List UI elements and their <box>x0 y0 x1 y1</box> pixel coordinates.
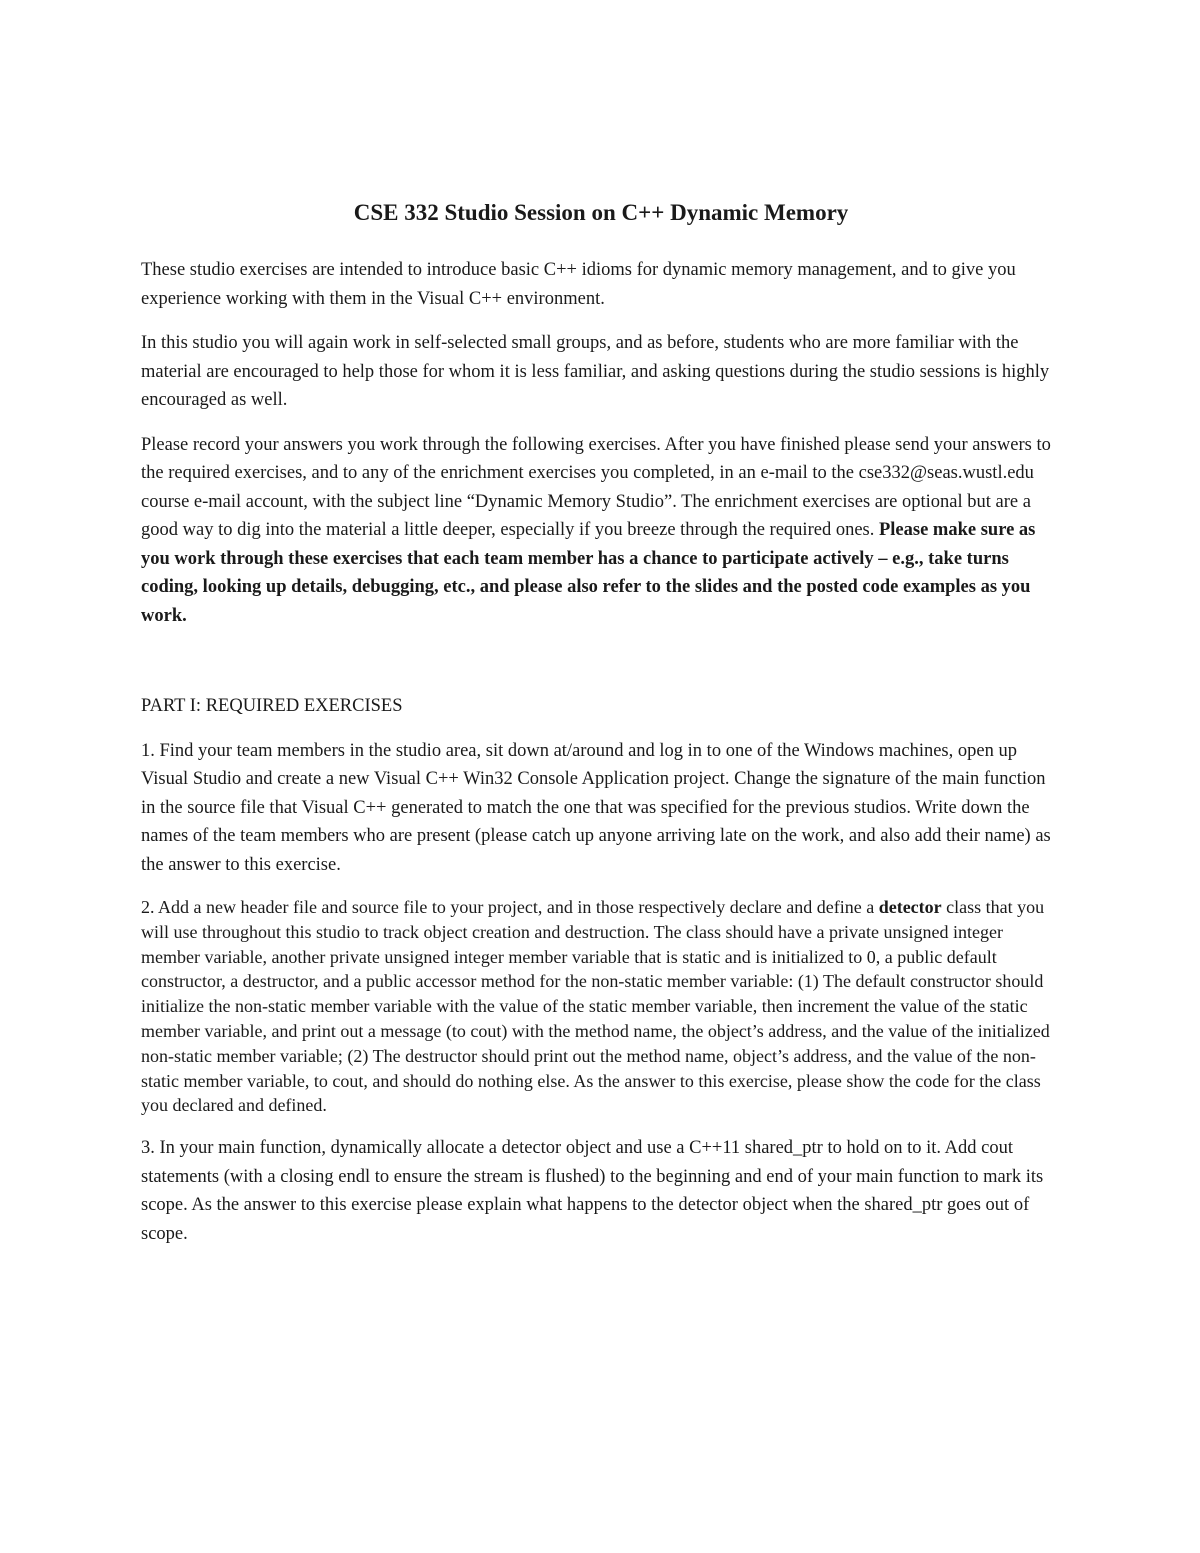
exercise-2-text-after: class that you will use throughout this studio to track object creation and destruction. The class should have a private unsigned integer member variable, another private unsigned integer member variable that is static and is initialized to 0, a public default constructor, a destructor, and a public accessor method for the non-static member variable: (1) The default constructor should initialize the non-static member variable with the value of the static member variable, then increment the value of the static member variable, and print out a message (to cout) with the method name, the object’s address, and the value of the initialized non-static member variable; (2) The destructor should print out the method name, object’s address, and the value of the non-static member variable, to cout, and should do nothing else. As the answer to this exercise, please show the code for the class you declared and defined. <box>141 897 1050 1116</box>
exercise-2 <box>141 895 1061 1118</box>
exercise-1: 1. Find your team members in the studio area, sit down at/around and log in to one of the Windows machines, open up Visual Studio and create a new Visual C++ Win32 Console Application project. Change the signature of the main function in the source file that Visual C++ generated to match the one that was specified for the previous studios. Write down the names of the team members who are present (please catch up anyone arriving late on the work, and also add their name) as the answer to this exercise. <box>141 740 1051 875</box>
exercise-2-text-before: 2. Add a new header file and source file to your project, and in those respectively declare and define a <box>141 897 879 917</box>
document-title: CSE 332 Studio Session on C++ Dynamic Memory <box>353 200 849 225</box>
exercise-3: 3. In your main function, dynamically allocate a detector object and use a C++11 shared_ptr to hold on to it. Add cout statements (with a closing endl to ensure the stream is flushed) to the beginning and end of your main function to mark its scope. As the answer to this exercise please explain what happens to the detector object when the shared_ptr goes out of scope. <box>141 1138 1044 1244</box>
instructions-bold-text: Please make sure as you work through these exercises that each team member has a chance to participate actively – e.g., take turns coding, looking up details, debugging, etc., and please also refer to the slides and the posted code examples as you work. <box>141 520 1036 626</box>
instructions-text: Please record your answers you work through the following exercises. After you have finished please send your answers to the required exercises, and to any of the enrichment exercises you completed, in an e-mail to the cse332@seas.wustl.edu course e-mail account, with the subject line “Dynamic Memory Studio”. The enrichment exercises are optional but are a good way to dig into the material a little deeper, especially if you breeze through the required ones. <box>141 434 1051 540</box>
document-page <box>141 196 1061 1264</box>
intro-paragraph-1: These studio exercises are intended to introduce basic C++ idioms for dynamic memory management, and to give you experience working with them in the Visual C++ environment. <box>141 260 1016 309</box>
exercise-2-detector-term: detector <box>878 897 942 917</box>
section-heading-part1: PART I: REQUIRED EXERCISES <box>141 696 403 716</box>
instructions-paragraph <box>141 431 1061 631</box>
intro-paragraph-2: In this studio you will again work in self-selected small groups, and as before, students who are more familiar with the material are encouraged to help those for whom it is less familiar, and asking questions during the studio sessions is highly encouraged as well. <box>141 333 1050 410</box>
